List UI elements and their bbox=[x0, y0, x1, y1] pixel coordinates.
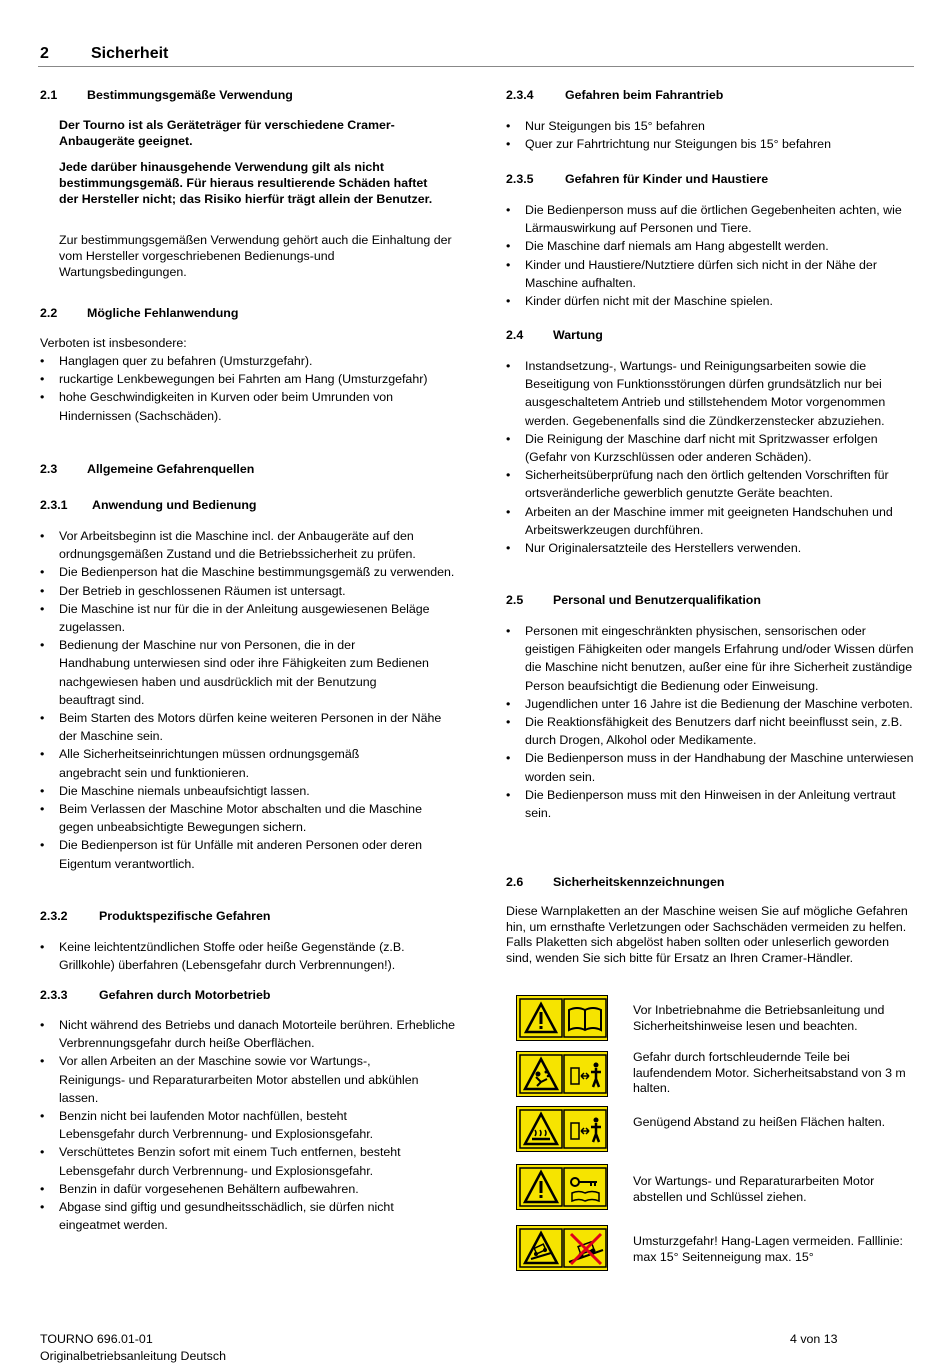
list-item: • Die Maschine darf niemals am Hang abgestellt werden. bbox=[505, 237, 915, 255]
operation-list bbox=[39, 527, 459, 873]
list-item: • Verschüttetes Benzin sofort mit einem Tuch entfernen, besteht Lebensgefahr durch Verbrennung- und Explosionsgefahr. bbox=[39, 1143, 459, 1179]
section-heading-2-1: 2.1 Bestimmungsgemäße Verwendung bbox=[40, 88, 293, 102]
list-item: • Nicht während des Betriebs und danach Motorteile berühren. Erhebliche Verbrennungsgefahr durch heiße Oberflächen. bbox=[39, 1016, 459, 1052]
list-item: • Die Bedienperson hat die Maschine bestimmungsgemäß zu verwenden. bbox=[39, 563, 459, 581]
section-heading-2-2: 2.2 Mögliche Fehlanwendung bbox=[40, 306, 239, 320]
section-heading-2-3-2: 2.3.2 Produktspezifische Gefahren bbox=[40, 909, 271, 923]
misuse-list bbox=[39, 352, 439, 425]
document-id: TOURNO 696.01-01 bbox=[40, 1332, 153, 1346]
list-item: • Abgase sind giftig und gesundheitsschädlich, sie dürfen nicht eingeatmet werden. bbox=[39, 1198, 459, 1234]
section-heading-2-3-1: 2.3.1 Anwendung und Bedienung bbox=[40, 498, 257, 512]
liability-statement: Jede darüber hinausgehende Verwendung gilt als nicht bestimmungsgemäß. Für hieraus resultierende Schäden haftet der Hersteller nicht; das Risiko hierfür trägt allein der Benutzer. bbox=[59, 160, 433, 206]
sign-text: Genügend Abstand zu heißen Flächen halten. bbox=[633, 1115, 886, 1129]
list-item: • Beim Verlassen der Maschine Motor abschalten und die Maschine gegen unbeabsichtigte Bewegungen sichern. bbox=[39, 800, 459, 836]
document-subtitle: Originalbetriebsanleitung Deutsch bbox=[40, 1349, 226, 1363]
list-item: • Kinder dürfen nicht mit der Maschine spielen. bbox=[505, 292, 915, 310]
list-item: • Benzin in dafür vorgesehenen Behältern aufbewahren. bbox=[39, 1180, 459, 1198]
read-manual-warning-icon bbox=[516, 995, 608, 1041]
sign-text: Gefahr durch fortschleudernde Teile bei laufendendem Motor. Sicherheitsabstand von 3 m halten. bbox=[633, 1050, 906, 1095]
list-item: • Instandsetzung-, Wartungs- und Reinigungsarbeiten sowie die Beseitigung von Funktionsstörungen dürfen grundsätzlich nur bei ausgeschaltetem Antrieb und stillstehendem Motor vorgenommen werden. Gegebenenfalls sind die Zündkerzenstecker abzuziehen. bbox=[505, 357, 915, 430]
list-item: • Die Bedienperson muss auf die örtlichen Gegebenheiten achten, wie Lärmauswirkung auf Personen und Tiere. bbox=[505, 201, 915, 237]
list-item: • Jugendlichen unter 16 Jahre ist die Bedienung der Maschine verboten. bbox=[505, 695, 915, 713]
sign-text: Umsturzgefahr! Hang-Lagen vermeiden. Falllinie: max 15° Seitenneigung max. 15° bbox=[633, 1234, 903, 1264]
list-item: • Die Bedienperson muss in der Handhabung der Maschine unterwiesen worden sein. bbox=[505, 749, 915, 785]
list-item: • Benzin nicht bei laufenden Motor nachfüllen, besteht Lebensgefahr durch Verbrennung- und Explosionsgefahr. bbox=[39, 1107, 459, 1143]
section-heading-2-3-5: 2.3.5 Gefahren für Kinder und Haustiere bbox=[506, 172, 769, 186]
children-pets-list bbox=[505, 201, 915, 310]
intended-use-paragraph: Zur bestimmungsgemäßen Verwendung gehört auch die Einhaltung der vom Hersteller vorgeschriebenen Bedienungs-und Wartungsbedingungen. bbox=[59, 233, 452, 279]
product-hazards-list bbox=[39, 938, 459, 974]
list-item: • Der Betrieb in geschlossenen Räumen ist untersagt. bbox=[39, 582, 459, 600]
list-item: • Arbeiten an der Maschine immer mit geeigneten Handschuhen und Arbeitswerkzeugen durchführen. bbox=[505, 503, 915, 539]
page-number: 4 von 13 bbox=[790, 1332, 838, 1346]
list-item: • Bedienung der Maschine nur von Personen, die in der Handhabung unterwiesen sind oder ihre Fähigkeiten zum Bedienen nachgewiesen haben und ausdrücklich mit der Benutzung beauftragt sind. bbox=[39, 636, 459, 709]
hot-surface-warning-icon bbox=[516, 1106, 608, 1152]
list-item: • Beim Starten des Motors dürfen keine weiteren Personen in der Nähe der Maschine sein. bbox=[39, 709, 459, 745]
maintenance-list bbox=[505, 357, 915, 557]
list-item: • Personen mit eingeschränkten physischen, sensorischen oder geistigen Fähigkeiten oder mangels Erfahrung und/oder Wissen dürfen die Maschine nicht benutzen, außer eine für ihre Sicherheit zuständige Person beaufsichtigt die Bedienung oder Einweisung. bbox=[505, 622, 915, 695]
intended-use-statement: Der Tourno ist als Geräteträger für verschiedene Cramer-Anbaugeräte geeignet. bbox=[59, 118, 395, 148]
list-item: • Sicherheitsüberprüfung nach den örtlich geltenden Vorschriften für ortsveränderliche gewerblich genutzte Geräte beachten. bbox=[505, 466, 915, 502]
list-item: • Alle Sicherheitseinrichtungen müssen ordnungsgemäß angebracht sein und funktionieren. bbox=[39, 745, 459, 781]
section-heading-2-3: 2.3 Allgemeine Gefahrenquellen bbox=[40, 462, 255, 476]
list-item: • Nur Originalersatzteile des Herstellers verwenden. bbox=[505, 539, 915, 557]
list-item: • Quer zur Fahrtrichtung nur Steigungen bis 15° befahren bbox=[505, 135, 915, 153]
list-item: • Die Maschine niemals unbeaufsichtigt lassen. bbox=[39, 782, 459, 800]
chapter-title: Sicherheit bbox=[91, 45, 169, 62]
misuse-intro: Verboten ist insbesondere: bbox=[40, 336, 187, 350]
header-divider bbox=[38, 66, 914, 67]
rollover-warning-icon bbox=[516, 1225, 608, 1271]
list-item: • Hanglagen quer zu befahren (Umsturzgefahr). bbox=[39, 352, 439, 370]
chapter-number: 2 bbox=[40, 45, 49, 62]
sign-text: Vor Inbetriebnahme die Betriebsanleitung und Sicherheitshinweise lesen und beachten. bbox=[633, 1003, 885, 1033]
drive-hazards-list bbox=[505, 117, 915, 153]
personnel-list bbox=[505, 622, 915, 822]
safety-labels-intro: Diese Warnplaketten an der Maschine weisen Sie auf mögliche Gefahren hin, um ernsthafte Verletzungen oder Sachschäden vermeiden zu helfen. Falls Plaketten sich abgelöst haben sollten oder unleserlich geworden sind, wenden Sie sich bitte für Ersatz an Ihren Cramer-Händler. bbox=[506, 904, 908, 965]
section-heading-2-3-4: 2.3.4 Gefahren beim Fahrantrieb bbox=[506, 88, 724, 102]
remove-key-warning-icon bbox=[516, 1164, 608, 1210]
list-item: • Die Bedienperson muss mit den Hinweisen in der Anleitung vertraut sein. bbox=[505, 786, 915, 822]
section-heading-2-3-3: 2.3.3 Gefahren durch Motorbetrieb bbox=[40, 988, 271, 1002]
list-item: • Die Bedienperson ist für Unfälle mit anderen Personen oder deren Eigentum verantwortlich. bbox=[39, 836, 459, 872]
list-item: • Vor allen Arbeiten an der Maschine sowie vor Wartungs-, Reinigungs- und Reparaturarbeiten Motor abstellen und abkühlen lassen. bbox=[39, 1052, 459, 1107]
list-item: • Nur Steigungen bis 15° befahren bbox=[505, 117, 915, 135]
sign-text: Vor Wartungs- und Reparaturarbeiten Motor abstellen und Schlüssel ziehen. bbox=[633, 1174, 875, 1204]
list-item: • hohe Geschwindigkeiten in Kurven oder beim Umrunden von Hindernissen (Sachschäden). bbox=[39, 388, 439, 424]
engine-hazards-list bbox=[39, 1016, 459, 1234]
list-item: • Keine leichtentzündlichen Stoffe oder heiße Gegenstände (z.B. Grillkohle) überfahren (Lebensgefahr durch Verbrennungen!). bbox=[39, 938, 459, 974]
list-item: • Die Reaktionsfähigkeit des Benutzers darf nicht beeinflusst sein, z.B. durch Drogen, Alkohol oder Medikamente. bbox=[505, 713, 915, 749]
list-item: • Kinder und Haustiere/Nutztiere dürfen sich nicht in der Nähe der Maschine aufhalten. bbox=[505, 256, 915, 292]
section-heading-2-6: 2.6 Sicherheitskennzeichnungen bbox=[506, 875, 725, 889]
thrown-objects-warning-icon bbox=[516, 1051, 608, 1097]
list-item: • Die Maschine ist nur für die in der Anleitung ausgewiesenen Beläge zugelassen. bbox=[39, 600, 459, 636]
list-item: • Vor Arbeitsbeginn ist die Maschine incl. der Anbaugeräte auf den ordnungsgemäßen Zustand und die Betriebssicherheit zu prüfen. bbox=[39, 527, 459, 563]
section-heading-2-4: 2.4 Wartung bbox=[506, 328, 603, 342]
list-item: • ruckartige Lenkbewegungen bei Fahrten am Hang (Umsturzgefahr) bbox=[39, 370, 439, 388]
list-item: • Die Reinigung der Maschine darf nicht mit Spritzwasser erfolgen (Gefahr von Kurzschlüssen oder anderen Schäden). bbox=[505, 430, 915, 466]
section-heading-2-5: 2.5 Personal und Benutzerqualifikation bbox=[506, 593, 761, 607]
